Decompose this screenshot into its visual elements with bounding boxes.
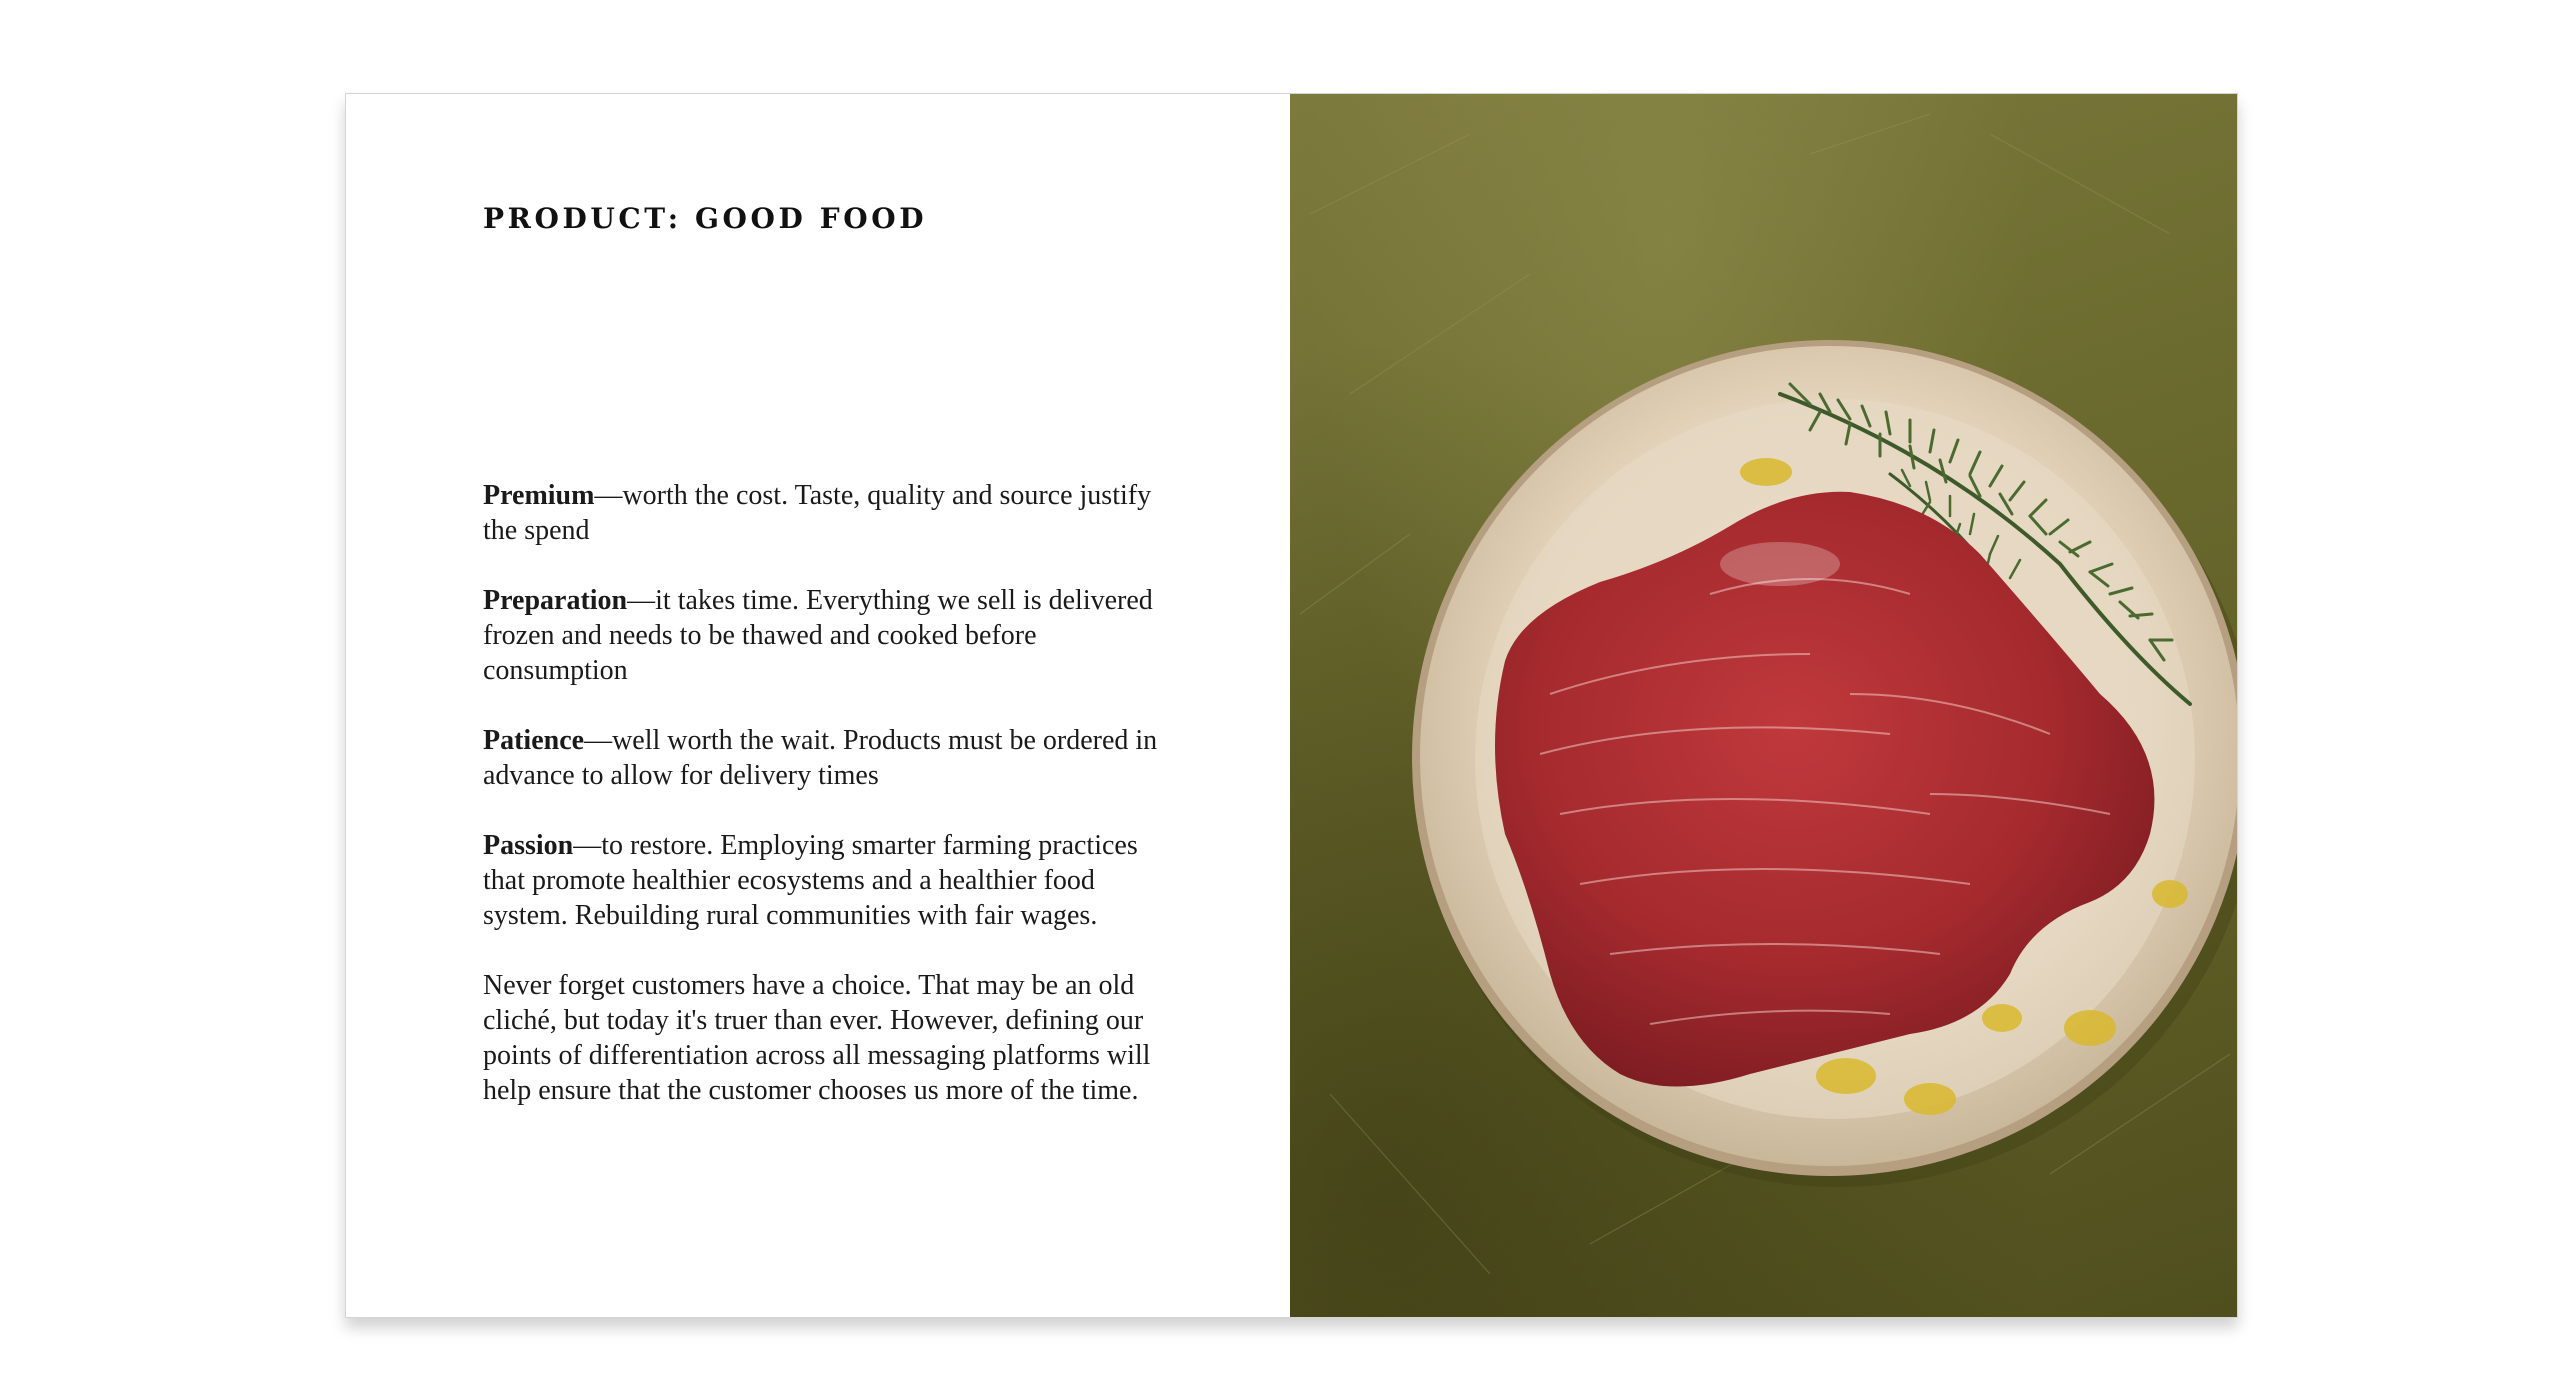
point-term: Patience (483, 725, 585, 756)
point-term: Passion (483, 830, 574, 861)
point-text: —well worth the wait. Products must be ordered in advance to allow for delivery times (483, 725, 1158, 791)
point-passion (483, 828, 1183, 933)
point-text: —to restore. Employing smarter farming practices that promote healthier ecosystems and a healthier food system. Rebuilding rural communities with fair wages. (483, 830, 1138, 931)
body-copy (483, 478, 1183, 1143)
brochure-spread (345, 93, 2238, 1318)
closing-paragraph: Never forget customers have a choice. That may be an old cliché, but today it's truer than ever. However, defining our points of differentiation across all messaging platforms will help ensure that the customer chooses us more of the time. (483, 970, 1151, 1106)
point-patience (483, 723, 1183, 793)
point-term: Preparation (483, 585, 628, 616)
steak-plate-illustration (1290, 94, 2237, 1317)
point-premium (483, 478, 1183, 548)
food-photo (1290, 94, 2237, 1317)
point-text: —it takes time. Everything we sell is delivered frozen and needs to be thawed and cooked before consumption (483, 585, 1153, 686)
point-preparation (483, 583, 1183, 688)
point-term: Premium (483, 480, 595, 511)
steak-highlight (1720, 542, 1840, 586)
page-heading: PRODUCT: GOOD FOOD (483, 202, 928, 235)
point-text: —worth the cost. Taste, quality and source justify the spend (483, 480, 1152, 546)
text-page (346, 94, 1290, 1317)
